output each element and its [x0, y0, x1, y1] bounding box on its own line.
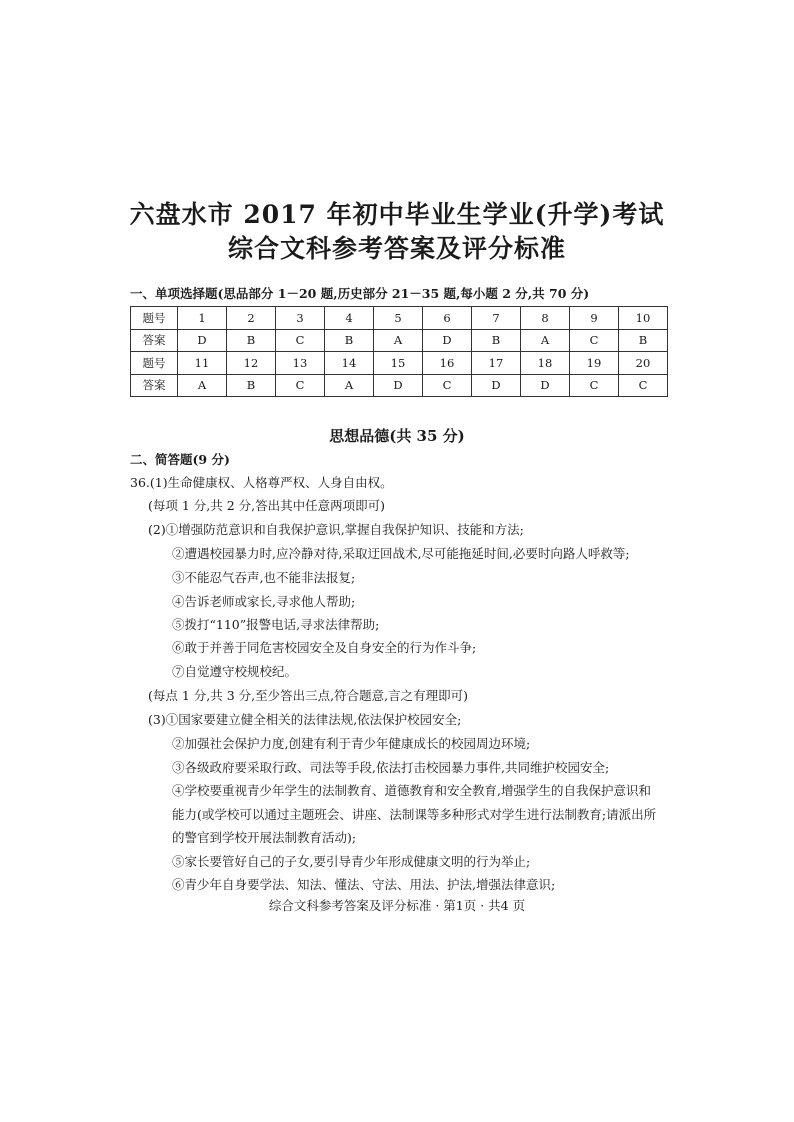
section1-heading: 一、单项选择题(思品部分 1－20 题,历史部分 21－35 题,每小题 2 分,共 70 分) — [130, 286, 590, 301]
answer-cell: D — [178, 329, 227, 352]
question-row — [131, 307, 668, 330]
answer-cell: C — [570, 374, 619, 397]
question-number-cell: 13 — [276, 352, 325, 375]
question-number-cell: 20 — [619, 352, 668, 375]
question-number-cell: 18 — [521, 352, 570, 375]
answer-cell: C — [276, 374, 325, 397]
question-number-cell: 12 — [227, 352, 276, 375]
section2-heading: 二、简答题(9 分) — [130, 452, 230, 467]
question-number-cell: 16 — [423, 352, 472, 375]
question-number-cell: 17 — [472, 352, 521, 375]
answer-cell: B — [227, 329, 276, 352]
question-number-cell: 5 — [374, 307, 423, 330]
row-label-cell: 答案 — [131, 374, 178, 397]
answer-line: (每点 1 分,共 3 分,至少答出三点,符合题意,言之有理即可) — [148, 688, 468, 703]
answer-cell: C — [276, 329, 325, 352]
answer-line: ⑦自觉遵守校规校纪。 — [172, 664, 298, 679]
answer-line: ④告诉老师或家长,寻求他人帮助; — [172, 594, 356, 609]
row-label-cell: 答案 — [131, 329, 178, 352]
answer-line: ④学校要重视青少年学生的法制教育、道德教育和安全教育,增强学生的自我保护意识和 — [172, 783, 651, 798]
answer-cell: C — [619, 374, 668, 397]
answer-cell: B — [472, 329, 521, 352]
answer-cell: C — [570, 329, 619, 352]
answer-cell: B — [227, 374, 276, 397]
answer-line: (2)①增强防范意识和自我保护意识,掌握自我保护知识、技能和方法; — [148, 522, 524, 537]
answer-line: ⑤拨打“110”报警电话,寻求法律帮助; — [172, 617, 380, 632]
answer-cell: D — [423, 329, 472, 352]
answer-cell: A — [374, 329, 423, 352]
answer-line: 36.(1)生命健康权、人格尊严权、人身自由权。 — [130, 475, 393, 490]
document-title-line2: 综合文科参考答案及评分标准 — [227, 234, 566, 263]
answer-cell: D — [374, 374, 423, 397]
row-label-cell: 题号 — [131, 352, 178, 375]
question-number-cell: 6 — [423, 307, 472, 330]
question-number-cell: 4 — [325, 307, 374, 330]
row-label-cell: 题号 — [131, 307, 178, 330]
answer-cell: D — [472, 374, 521, 397]
answer-line: (每项 1 分,共 2 分,答出其中任意两项即可) — [148, 498, 386, 513]
answer-cell: A — [521, 329, 570, 352]
answer-line: ③不能忍气吞声,也不能非法报复; — [172, 570, 356, 585]
question-number-cell: 19 — [570, 352, 619, 375]
answer-line: (3)①国家要建立健全相关的法律法规,依法保护校园安全; — [148, 712, 462, 727]
answer-line: ②加强社会保护力度,创建有利于青少年健康成长的校园周边环境; — [172, 736, 531, 751]
question-number-cell: 14 — [325, 352, 374, 375]
answer-cell: D — [521, 374, 570, 397]
answer-line: ③各级政府要采取行政、司法等手段,依法打击校园暴力事件,共同维护校园安全; — [172, 760, 610, 775]
answer-cell: B — [619, 329, 668, 352]
answer-row — [131, 329, 668, 352]
answer-line: ⑥青少年自身要学法、知法、懂法、守法、用法、护法,增强法律意识; — [172, 877, 556, 892]
question-number-cell: 3 — [276, 307, 325, 330]
question-number-cell: 1 — [178, 307, 227, 330]
question-number-cell: 7 — [472, 307, 521, 330]
question-number-cell: 8 — [521, 307, 570, 330]
answer-line: ⑤家长要管好自己的子女,要引导青少年形成健康文明的行为举止; — [172, 854, 531, 869]
question-number-cell: 15 — [374, 352, 423, 375]
page-footer: 综合文科参考答案及评分标准 · 第1页 · 共4 页 — [268, 898, 526, 913]
question-number-cell: 10 — [619, 307, 668, 330]
question-number-cell: 11 — [178, 352, 227, 375]
answer-line: ②遭遇校园暴力时,应冷静对待,采取迂回战术,尽可能拖延时间,必要时向路人呼救等; — [172, 546, 630, 561]
answer-row — [131, 374, 668, 397]
question-number-cell: 2 — [227, 307, 276, 330]
subject-title: 思想品德(共 35 分) — [329, 427, 465, 445]
answer-cell: C — [423, 374, 472, 397]
answer-table — [130, 306, 668, 397]
answer-cell: B — [325, 329, 374, 352]
question-row — [131, 352, 668, 375]
answer-cell: A — [325, 374, 374, 397]
answer-cell: A — [178, 374, 227, 397]
question-number-cell: 9 — [570, 307, 619, 330]
answer-line: ⑥敢于并善于同危害校园安全及自身安全的行为作斗争; — [172, 640, 477, 655]
answer-line: 能力(或学校可以通过主题班会、讲座、法制课等多种形式对学生进行法制教育;请派出所 — [172, 807, 657, 822]
document-title-line1: 六盘水市 2017 年初中毕业生学业(升学)考试 — [129, 200, 665, 229]
answer-line: 的警官到学校开展法制教育活动); — [172, 830, 357, 845]
